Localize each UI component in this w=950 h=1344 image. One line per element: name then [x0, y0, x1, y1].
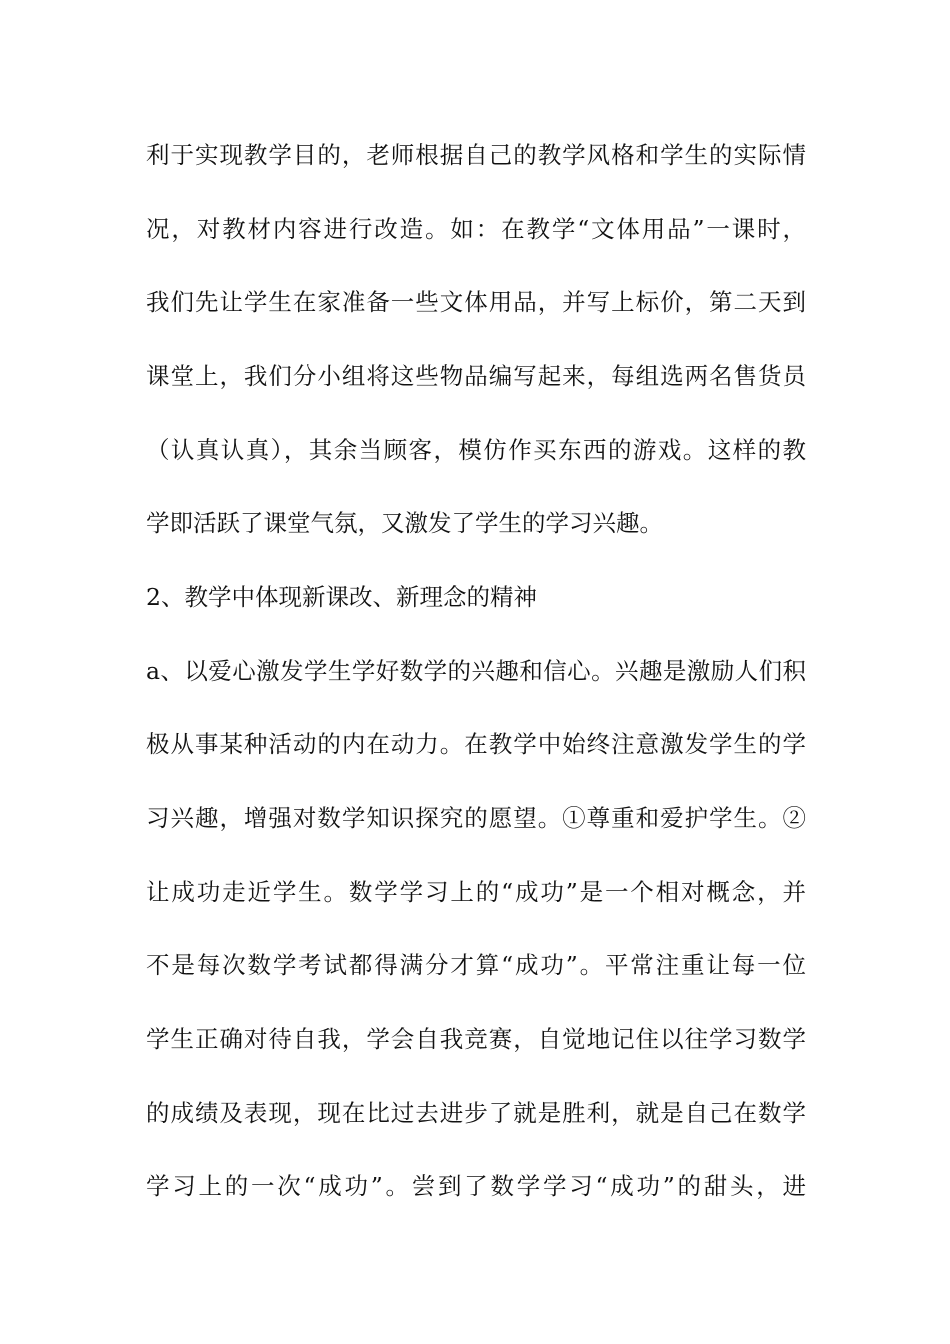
text-line-10: 习兴趣，增强对数学知识探究的愿望。①尊重和爱护学生。② — [146, 804, 806, 832]
text-line-15: 学习上的一次“成功”。尝到了数学学习“成功”的甜头，进 — [146, 1172, 806, 1200]
text-line-12: 不是每次数学考试都得满分才算“成功”。平常注重让每一位 — [146, 951, 806, 979]
text-line-8: a、以爱心激发学生学好数学的兴趣和信心。兴趣是激励人们积 — [146, 657, 806, 685]
text-line-11: 让成功走近学生。数学学习上的“成功”是一个相对概念，并 — [146, 878, 806, 906]
text-line-2: 况，对教材内容进行改造。如：在教学“文体用品”一课时， — [146, 215, 806, 243]
text-line-6: 学即活跃了课堂气氛，又激发了学生的学习兴趣。 — [146, 509, 663, 537]
text-line-13: 学生正确对待自我，学会自我竞赛，自觉地记住以往学习数学 — [146, 1025, 806, 1053]
text-line-3: 我们先让学生在家准备一些文体用品，并写上标价，第二天到 — [146, 288, 806, 316]
text-line-1: 利于实现教学目的，老师根据自己的教学风格和学生的实际情 — [146, 141, 806, 169]
section-heading: 2、教学中体现新课改、新理念的精神 — [146, 583, 537, 611]
text-line-4: 课堂上，我们分小组将这些物品编写起来，每组选两名售货员 — [146, 362, 806, 390]
text-line-9: 极从事某种活动的内在动力。在教学中始终注意激发学生的学 — [146, 730, 806, 758]
text-line-5: （认真认真），其余当顾客，模仿作买东西的游戏。这样的教 — [146, 436, 806, 464]
text-line-14: 的成绩及表现，现在比过去进步了就是胜利，就是自己在数学 — [146, 1099, 806, 1127]
